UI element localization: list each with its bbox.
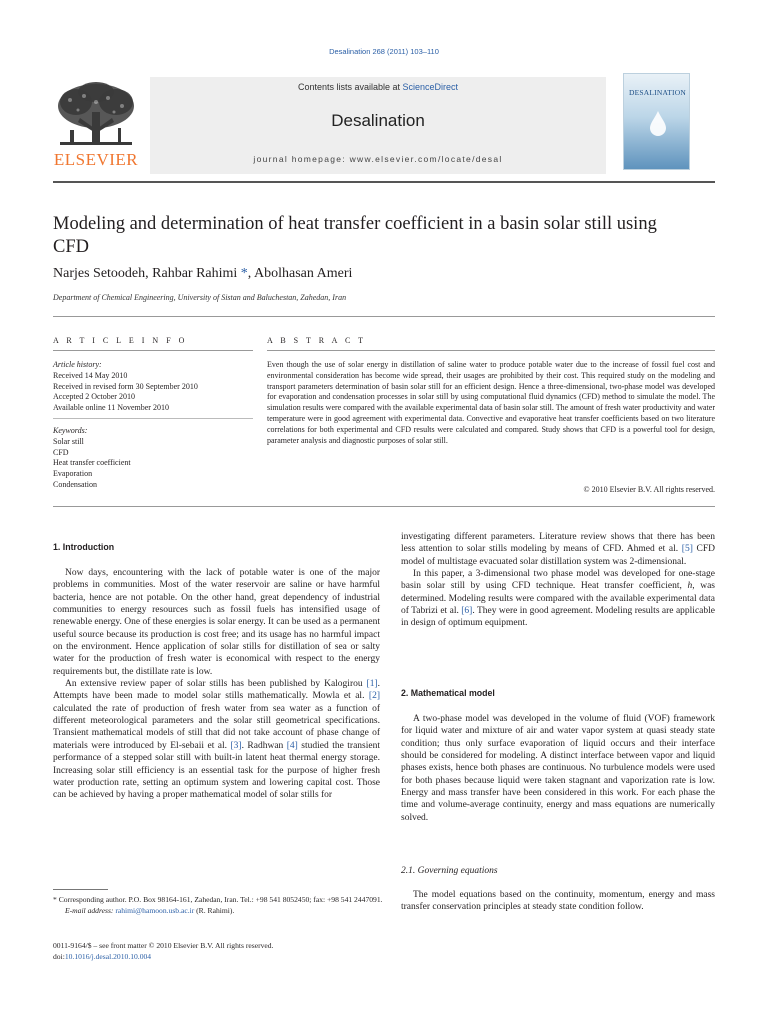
doi-line bbox=[53, 951, 383, 962]
history-label: Article history: bbox=[53, 360, 102, 369]
introduction-heading: 1. Introduction bbox=[53, 542, 115, 552]
email-suffix: (R. Rahimi). bbox=[194, 905, 235, 915]
right-column-top bbox=[401, 531, 715, 630]
citation-link[interactable]: [2] bbox=[368, 691, 380, 702]
intro-paragraph-1: Now days, encountering with the lack of potable water is one of the major problems in communities. Most of the water reservoir are saline or have harmful bacteria, hence are not potable. On the other hand, great dependency of industrial communities to energy resources such as fossil fuels has intensified usage of renewable energy. One of these energies is solar energy. It can be used as a permanent useful source because its production is cost free; and its usage has no harmful impact on the environment. Hence application of solar stills for distillation of sea or salty water for the production of fresh water is economical with respect to the energy requirements but, the distillate rate is low. bbox=[53, 568, 380, 677]
keywords-label: Keywords: bbox=[53, 426, 88, 435]
corresponding-author-footnote bbox=[53, 895, 383, 917]
right-column-bottom bbox=[401, 889, 715, 914]
journal-cover-thumbnail[interactable] bbox=[623, 73, 690, 170]
journal-reference[interactable]: Desalination 268 (2011) 103–110 bbox=[329, 47, 439, 56]
title-rule bbox=[53, 316, 715, 317]
text-run: . They were in good agreement. Modeling results are applicable in design of optimum equipment. bbox=[401, 606, 715, 629]
citation-link[interactable]: [3] bbox=[230, 740, 242, 751]
email-link[interactable]: rahimi@hamoon.usb.ac.ir bbox=[115, 905, 195, 915]
water-drop-icon bbox=[648, 110, 668, 136]
abstract-copyright: © 2010 Elsevier B.V. All rights reserved. bbox=[583, 485, 715, 494]
authors-last: , Abolhasan Ameri bbox=[247, 266, 353, 281]
cover-title: DESALINATION bbox=[629, 88, 686, 97]
journal-homepage[interactable]: journal homepage: www.elsevier.com/locate/desal bbox=[253, 154, 503, 164]
history-online: Available online 11 November 2010 bbox=[53, 403, 169, 413]
left-column bbox=[53, 567, 380, 802]
intro-paragraph-2 bbox=[53, 678, 380, 801]
corresponding-author-star[interactable]: * bbox=[240, 266, 248, 281]
intro-paragraph-4 bbox=[401, 568, 715, 630]
article-history bbox=[53, 360, 253, 414]
history-accepted: Accepted 2 October 2010 bbox=[53, 392, 135, 402]
sciencedirect-link[interactable]: ScienceDirect bbox=[402, 82, 459, 92]
journal-name: Desalination bbox=[331, 111, 425, 130]
contents-prefix: Contents lists available at bbox=[297, 82, 403, 92]
authors-first: Narjes Setoodeh, Rahbar Rahimi bbox=[53, 266, 241, 281]
citation-link[interactable]: [1] bbox=[366, 679, 378, 690]
history-revised: Received in revised form 30 September 2010 bbox=[53, 381, 198, 391]
citation-link[interactable]: [4] bbox=[286, 740, 298, 751]
text-run: investigating different parameters. Literature review shows that there has been less attention to solar stills modeling by means of CFD. Ahmed et al. bbox=[401, 532, 715, 555]
governing-equations-heading: 2.1. Governing equations bbox=[401, 866, 498, 876]
keyword-item: Condensation bbox=[53, 479, 97, 489]
front-matter bbox=[53, 940, 383, 962]
keyword-item: Solar still bbox=[53, 436, 84, 446]
header-rule bbox=[53, 181, 715, 183]
contents-available-line bbox=[150, 82, 606, 92]
abstract-text: Even though the use of solar energy in distillation of saline water to produce potable water due to the increase of fossil fuel cost and environmental consideration has become wide spread, their usages are prohibited by their cost. This required study on the modeling and transport parameters determination of basin solar still for an efficient design. Hence a three-dimensional, two-phase model was developed for evaporation and condensation processes in solar still by using computational fluid dynamics (CFD) method to simulate the model. The simulation results were compared with the available experimental data of basin solar still. The amount of fresh water productivity and water temperature were in good agreement with experimental data. Convective and evaporative heat transfer coefficients based on two literature correlations for both experimental and CFD results were calculated and compared. Study shows that CFD is a powerful tool for design, parameter analysis and diagnostic purposes of solar still. bbox=[267, 360, 715, 445]
elsevier-wordmark: ELSEVIER bbox=[53, 150, 139, 169]
history-received: Received 14 May 2010 bbox=[53, 370, 128, 380]
text-run: CFD model of multistage evacuated solar distillation system was 2-dimensional. bbox=[401, 544, 715, 567]
keywords-rule bbox=[53, 418, 253, 419]
footnote-contact: * Corresponding author. P.O. Box 98164-161, Zahedan, Iran. Tel.: +98 541 8052450; fax: +98 541 2447091. bbox=[53, 895, 383, 904]
keyword-item: Evaporation bbox=[53, 469, 93, 479]
citation-link[interactable]: [5] bbox=[681, 544, 693, 555]
abstract-end-rule bbox=[53, 506, 715, 507]
governing-paragraph-1: The model equations based on the continuity, momentum, energy and mass transfer conservation principles at steady state condition follow. bbox=[401, 890, 715, 913]
citation-link[interactable]: [6] bbox=[461, 606, 473, 617]
text-run: . Attempts have been made to model solar stills mathematically. Mowla et al. bbox=[53, 679, 380, 702]
mathematical-model-heading: 2. Mathematical model bbox=[401, 688, 495, 698]
text-run: An extensive review paper of solar stills has been published by Kalogirou bbox=[65, 679, 367, 690]
symbol-h: h bbox=[687, 581, 693, 592]
keywords-block bbox=[53, 426, 253, 491]
issn-line: 0011-9164/$ – see front matter © 2010 Elsevier B.V. All rights reserved. bbox=[53, 941, 274, 950]
text-run: . Radhwan bbox=[241, 740, 287, 751]
email-label: E-mail address: bbox=[65, 905, 116, 915]
text-run: studied the transient performance of a stepped solar still with built-in latent heat thermal energy storage. Increasing solar still efficiency is an essential task for the purpose of higher fresh water production rate, setting an optimum system and lowering capital cost. Those can be achieved by having a proper mathematical model of solar stills for bbox=[53, 740, 380, 801]
article-info-heading: A R T I C L E I N F O bbox=[53, 336, 188, 345]
article-title: Modeling and determination of heat transfer coefficient in a basin solar still using CFD bbox=[53, 214, 657, 257]
intro-paragraph-3 bbox=[401, 531, 715, 568]
keyword-item: Heat transfer coefficient bbox=[53, 458, 131, 468]
abstract-heading: A B S T R A C T bbox=[267, 336, 367, 345]
text-run: , was determined. Modeling results were compared with the available experimental data of Tabrizi et al. bbox=[401, 581, 715, 617]
keyword-item: CFD bbox=[53, 447, 69, 457]
author-list bbox=[53, 266, 693, 282]
doi-label: doi: bbox=[53, 952, 65, 961]
author-affiliation: Department of Chemical Engineering, University of Sistan and Baluchestan, Zahedan, Iran bbox=[53, 293, 347, 302]
doi-link[interactable]: 10.1016/j.desal.2010.10.004 bbox=[64, 952, 152, 961]
text-run: calculated the rate of production of fresh water from sea water as a function of different meteorological parameters and the solar still geometrical specifications. Transient mathematical models of still that did not take account of phase change of materials were introduced by El-sebaii et al. bbox=[53, 703, 380, 751]
math-paragraph-1: A two-phase model was developed in the volume of fluid (VOF) framework for liquid water and mixture of air and water vapor system at quasi steady state condition; thus only surface evaporation of liquid occurs and their interface should be considered for modeling. A distinct interface between vapor and liquid phases exists, hence both phases are continuous. No turbulence models were used for both phases because liquid were taken stagnant and vaporization rate is low. Energy and mass transfer have been considered in this work. For each phase the time and volume-average continuity, energy and mass equations are numerically solved. bbox=[401, 714, 715, 823]
footnote-rule bbox=[53, 889, 108, 890]
article-info-rule bbox=[53, 350, 253, 351]
right-column-middle bbox=[401, 713, 715, 824]
text-run: In this paper, a 3-dimensional two phase model was developed for one-stage basin solar still by using CFD technique. Heat transfer coefficient, bbox=[401, 569, 715, 592]
abstract-rule bbox=[267, 350, 715, 351]
footnote-email-line bbox=[53, 906, 383, 917]
